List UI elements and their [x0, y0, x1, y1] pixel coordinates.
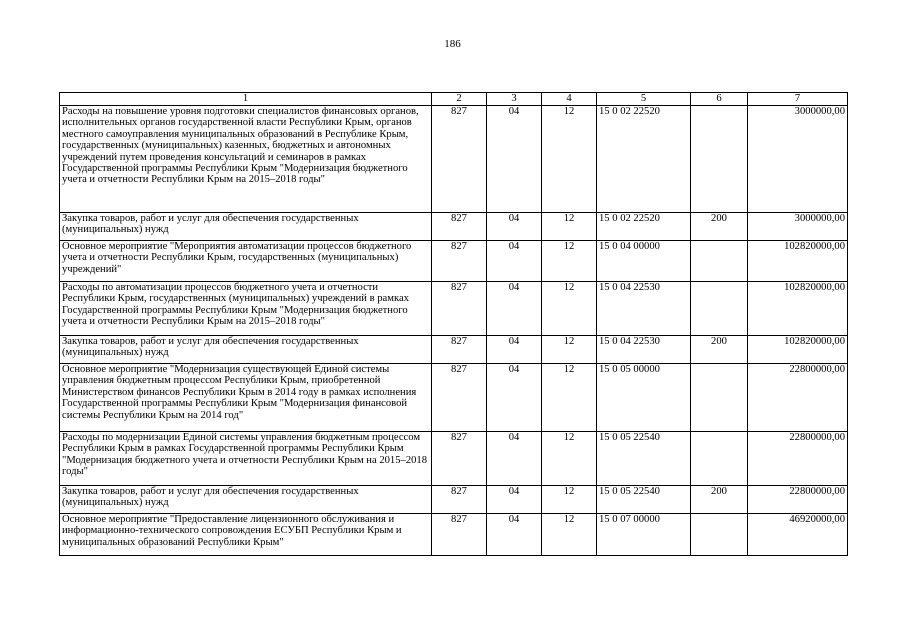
expense-type-code: 200: [691, 336, 748, 364]
subsection-code: 12: [542, 106, 597, 213]
ministry-code: 827: [432, 241, 487, 282]
target-article-code: 15 0 05 22540: [597, 486, 691, 514]
subsection-code: 12: [542, 213, 597, 241]
amount: 102820000,00: [748, 336, 848, 364]
expense-type-code: 200: [691, 486, 748, 514]
row-description: Закупка товаров, работ и услуг для обеспечения государственных (муниципальных) нужд: [60, 213, 432, 241]
ministry-code: 827: [432, 486, 487, 514]
row-description: Основное мероприятие "Мероприятия автоматизации процессов бюджетного учета и отчетности Республики Крым, государственных (муниципальных) учреждений": [60, 241, 432, 282]
ministry-code: 827: [432, 282, 487, 336]
amount: 102820000,00: [748, 282, 848, 336]
section-code: 04: [487, 213, 542, 241]
expense-type-code: [691, 364, 748, 432]
section-code: 04: [487, 106, 542, 213]
table-body: [60, 106, 848, 556]
table-row: [60, 432, 848, 486]
target-article-code: 15 0 04 22530: [597, 282, 691, 336]
target-article-code: 15 0 02 22520: [597, 106, 691, 213]
subsection-code: 12: [542, 364, 597, 432]
row-description: Расходы по автоматизации процессов бюджетного учета и отчетности Республики Крым, государственных (муниципальных) учреждений в рамках Государственной программы Республики Крым "Модернизация бюджетного учета и отчетности Республики Крым на 2015–2018 годы": [60, 282, 432, 336]
subsection-code: 12: [542, 514, 597, 556]
table-row: [60, 364, 848, 432]
subsection-code: 12: [542, 336, 597, 364]
amount: 22800000,00: [748, 486, 848, 514]
section-code: 04: [487, 432, 542, 486]
target-article-code: 15 0 04 22530: [597, 336, 691, 364]
amount: 3000000,00: [748, 106, 848, 213]
table-row: [60, 514, 848, 556]
target-article-code: 15 0 07 00000: [597, 514, 691, 556]
table-row: [60, 213, 848, 241]
amount: 46920000,00: [748, 514, 848, 556]
subsection-code: 12: [542, 486, 597, 514]
target-article-code: 15 0 02 22520: [597, 213, 691, 241]
expense-type-code: [691, 282, 748, 336]
expense-type-code: [691, 241, 748, 282]
column-header-7: 7: [748, 93, 848, 106]
expense-type-code: [691, 432, 748, 486]
row-description: Основное мероприятие "Предоставление лицензионного обслуживания и информационно-технического сопровождения ЕСУБП Республики Крым и муниципальных образований Республики Крым": [60, 514, 432, 556]
ministry-code: 827: [432, 106, 487, 213]
column-header-6: 6: [691, 93, 748, 106]
ministry-code: 827: [432, 213, 487, 241]
column-header-1: 1: [60, 93, 432, 106]
table-row: [60, 486, 848, 514]
table-row: [60, 282, 848, 336]
table-row: [60, 336, 848, 364]
target-article-code: 15 0 04 00000: [597, 241, 691, 282]
ministry-code: 827: [432, 336, 487, 364]
column-header-3: 3: [487, 93, 542, 106]
amount: 22800000,00: [748, 432, 848, 486]
header-row: [60, 93, 848, 106]
section-code: 04: [487, 514, 542, 556]
ministry-code: 827: [432, 432, 487, 486]
row-description: Расходы по модернизации Единой системы управления бюджетным процессом Республики Крым в рамках Государственной программы Республики Крым "Модернизация бюджетного учета и отчетности Республики Крым на 2015–2018 годы": [60, 432, 432, 486]
subsection-code: 12: [542, 432, 597, 486]
ministry-code: 827: [432, 364, 487, 432]
section-code: 04: [487, 282, 542, 336]
page-number: 186: [444, 38, 461, 50]
budget-table: [59, 92, 848, 556]
amount: 102820000,00: [748, 241, 848, 282]
amount: 22800000,00: [748, 364, 848, 432]
table-row: [60, 106, 848, 213]
table-row: [60, 241, 848, 282]
amount: 3000000,00: [748, 213, 848, 241]
subsection-code: 12: [542, 282, 597, 336]
column-header-2: 2: [432, 93, 487, 106]
section-code: 04: [487, 364, 542, 432]
expense-type-code: 200: [691, 213, 748, 241]
subsection-code: 12: [542, 241, 597, 282]
row-description: Расходы на повышение уровня подготовки специалистов финансовых органов, исполнительных органов государственной власти Республики Крым, органов местного самоуправления муниципальных образований в Республике Крым, государственных (муниципальных) казенных, бюджетных и автономных учреждений путем проведения консультаций и семинаров в рамках Государственной программы Республики Крым "Модернизация бюджетного учета и отчетности Республики Крым на 2015–2018 годы": [60, 106, 432, 213]
target-article-code: 15 0 05 00000: [597, 364, 691, 432]
table-header: [60, 93, 848, 106]
column-header-5: 5: [597, 93, 691, 106]
section-code: 04: [487, 336, 542, 364]
target-article-code: 15 0 05 22540: [597, 432, 691, 486]
row-description: Основное мероприятие "Модернизация существующей Единой системы управления бюджетным процессом Республики Крым, приобретенной Министерством финансов Республики Крым в 2014 году в рамках исполнения Государственной программы Республики Крым "Модернизация финансовой системы Республики Крым на 2014 год": [60, 364, 432, 432]
section-code: 04: [487, 241, 542, 282]
row-description: Закупка товаров, работ и услуг для обеспечения государственных (муниципальных) нужд: [60, 336, 432, 364]
expense-type-code: [691, 514, 748, 556]
section-code: 04: [487, 486, 542, 514]
row-description: Закупка товаров, работ и услуг для обеспечения государственных (муниципальных) нужд: [60, 486, 432, 514]
column-header-4: 4: [542, 93, 597, 106]
ministry-code: 827: [432, 514, 487, 556]
expense-type-code: [691, 106, 748, 213]
